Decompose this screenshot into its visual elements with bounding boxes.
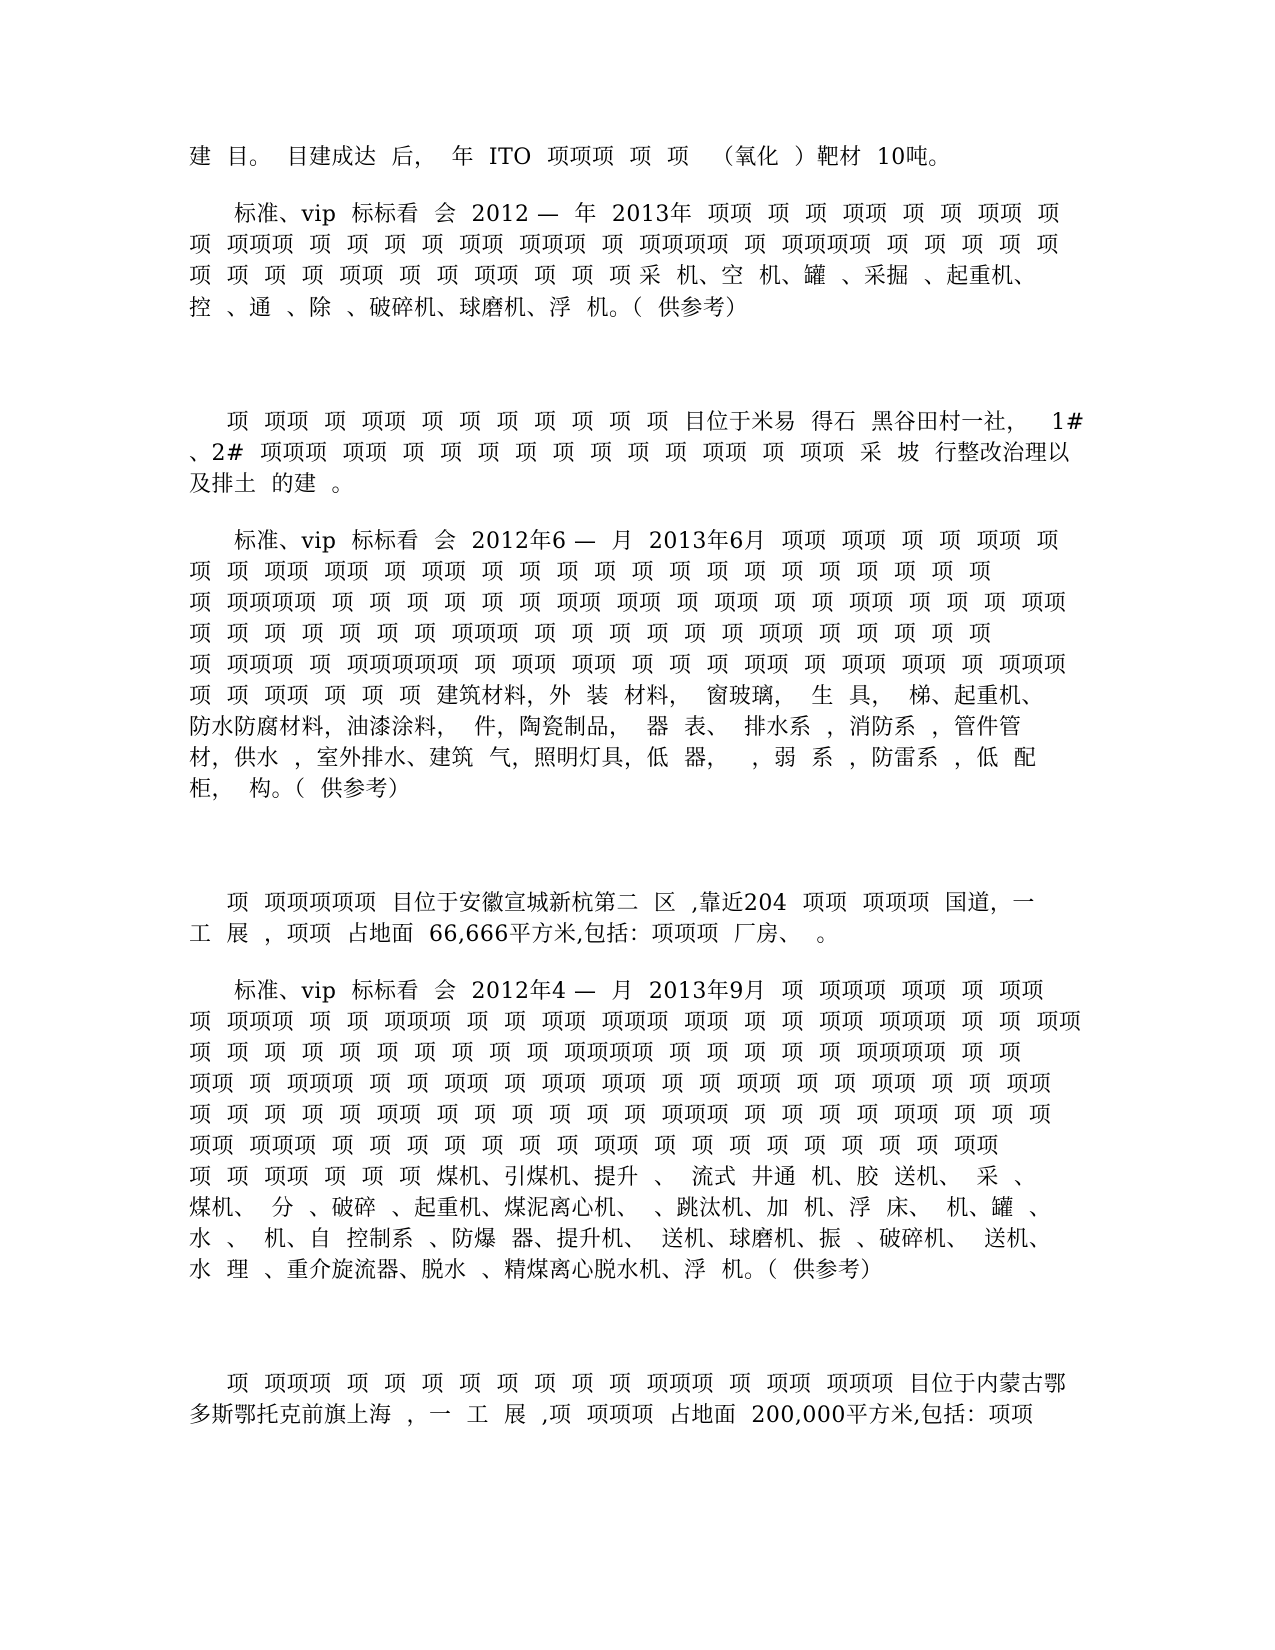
paragraph-4-line-5: 项 项项项 项 项项项项项 项 项项 项项 项 项 项 项项 项 项项 项项 项 项项项: [189, 653, 1067, 678]
paragraph-4-line-1: 标准、vip 标标看 会 2012年6 — 月 2013年6月 项项 项项 项 项 项项 项: [189, 529, 1059, 554]
paragraph-6-line-5: 项 项 项 项 项 项项 项 项 项 项 项 项 项项项 项 项 项 项 项项 项 项 项: [189, 1103, 1052, 1128]
paragraph-3-line-2: 、2# 项项项 项项 项 项 项 项 项 项 项 项 项项 项 项项 采 坡 行整改治理以: [189, 441, 1070, 466]
paragraph-7-line-1: 项 项项项 项 项 项 项 项 项 项 项 项项项 项 项项 项项项 目位于内蒙古鄂: [189, 1372, 1067, 1397]
paragraph-6-line-1: 标准、vip 标标看 会 2012年4 — 月 2013年9月 项 项项项 项项 项 项项: [189, 979, 1044, 1004]
paragraph-2-line-1: 标准、vip 标标看 会 2012 — 年 2013年 项项 项 项 项项 项 项 项项 项: [189, 202, 1060, 227]
paragraph-6-line-4: 项项 项 项项项 项 项 项项 项 项项 项项 项 项 项项 项 项 项项 项 项 项项: [189, 1072, 1052, 1097]
paragraph-2-line-2: 项 项项项 项 项 项 项 项项 项项项 项 项项项项 项 项项项项 项 项 项 项 项: [189, 233, 1059, 258]
paragraph-6-line-2: 项 项项项 项 项 项项项 项 项 项项 项项项 项项 项 项 项项 项项项 项 项 项项: [189, 1010, 1082, 1035]
paragraph-6-line-3: 项 项 项 项 项 项 项 项 项 项 项项项项 项 项 项 项 项 项项项项 项 项: [189, 1041, 1022, 1066]
paragraph-2-line-4: 控 、通 、除 、破碎机、球磨机、浮 机。（ 供参考）: [189, 296, 748, 321]
paragraph-3-line-1: 项 项项 项 项项 项 项 项 项 项 项 项 目位于米易 得石 黑谷田村一社， 1#: [189, 410, 1085, 435]
paragraph-4-line-8: 材，供水 ，室外排水、建筑 气，照明灯具，低 器， ，弱 系 ，防雷系 ，低 配: [189, 746, 1037, 771]
paragraph-6-line-9: 水 、 机、自 控制系 、防爆 器、提升机、 送机、球磨机、振 、破碎机、 送机、: [189, 1227, 1052, 1252]
paragraph-6-line-7: 项 项 项项 项 项 项 煤机、引煤机、提升 、 流式 井通 机、胶 送机、 采 、: [189, 1165, 1037, 1190]
paragraph-7-line-2: 多斯鄂托克前旗上海 ，一 工 展 ,项 项项项 占地面 200,000平方米,包括：项项: [189, 1403, 1034, 1428]
paragraph-4-line-9: 柜， 构。（ 供参考）: [189, 777, 411, 802]
paragraph-6-line-10: 水 理 、重介旋流器、脱水 、精煤离心脱水机、浮 机。（ 供参考）: [189, 1258, 883, 1283]
paragraph-2-line-3: 项 项 项 项 项项 项 项 项项 项 项 项 采 机、空 机、罐 、采掘 、起重机、: [189, 264, 1037, 289]
paragraph-4-line-4: 项 项 项 项 项 项 项 项项项 项 项 项 项 项 项 项项 项 项 项 项 项: [189, 622, 992, 647]
paragraph-5-line-2: 工 展 ，项项 占地面 66,666平方米,包括：项项项 厂房、 。: [189, 922, 839, 947]
paragraph-6-line-8: 煤机、 分 、破碎 、起重机、煤泥离心机、 、跳汰机、加 机、浮 床、 机、罐 、: [189, 1196, 1052, 1221]
paragraph-4-line-6: 项 项 项项 项 项 项 建筑材料，外 装 材料， 窗玻璃， 生 具， 梯、起重机、: [189, 684, 1044, 709]
paragraph-4-line-2: 项 项 项项 项项 项 项项 项 项 项 项 项 项 项 项 项 项 项 项 项 项: [189, 560, 992, 585]
paragraph-4-line-7: 防水防腐材料，油漆涂料， 件，陶瓷制品， 器 表、 排水系 ，消防系 ，管件管: [189, 715, 1022, 740]
paragraph-1-line-1: 建 目。 目建成达 后， 年 ITO 项项项 项 项 （氧化 ）靶材 10吨。: [189, 145, 951, 170]
paragraph-3-line-3: 及排土 的建 。: [189, 472, 354, 497]
paragraph-6-line-6: 项项 项项项 项 项 项 项 项 项 项 项项 项 项 项 项 项 项 项 项 项项: [189, 1134, 999, 1159]
paragraph-4-line-3: 项 项项项项 项 项 项 项 项 项 项项 项项 项 项项 项 项 项项 项 项 项 项项: [189, 591, 1067, 616]
paragraph-5-line-1: 项 项项项项项 目位于安徽宣城新杭第二 区 ,靠近204 项项 项项项 国道，一: [189, 891, 1035, 916]
